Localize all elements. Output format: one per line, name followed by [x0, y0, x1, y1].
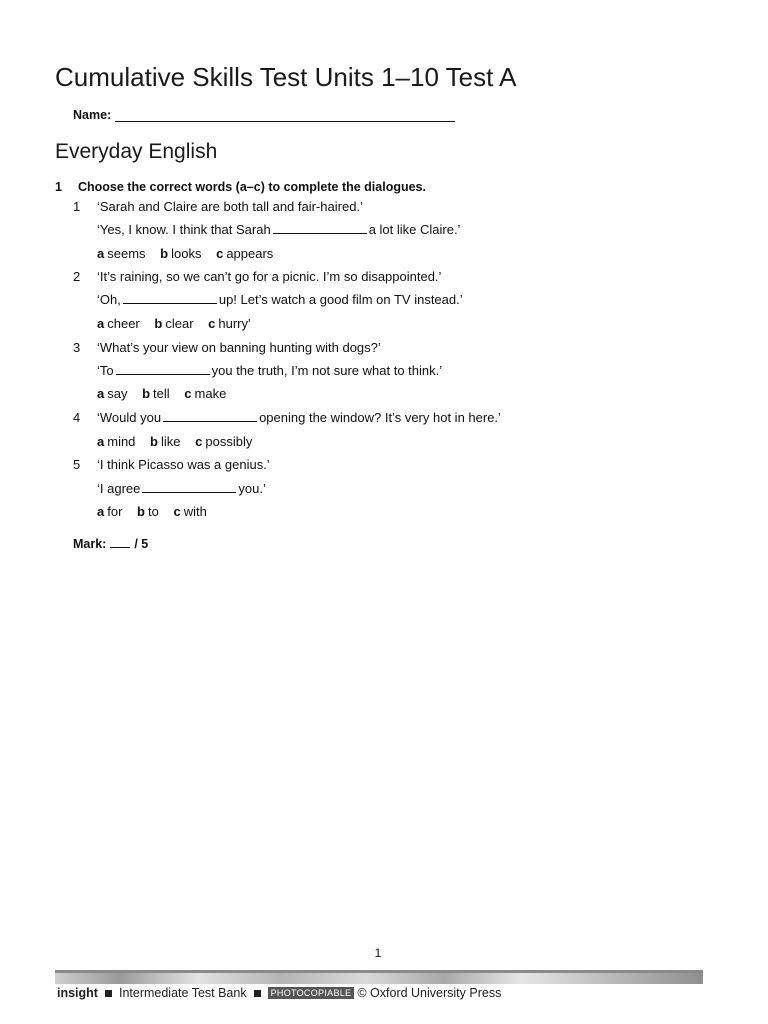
- footer-brand: insight: [57, 986, 98, 1000]
- question-number: 3: [73, 340, 81, 355]
- section-heading: Everyday English: [55, 140, 218, 163]
- footer-copyright: © Oxford University Press: [357, 986, 502, 1000]
- question-4-options: [97, 434, 263, 449]
- question-1-options: [97, 246, 284, 261]
- question-line: ‘Sarah and Claire are both tall and fair-haired.’: [97, 199, 363, 214]
- mark-label: Mark:: [73, 537, 107, 551]
- option-c[interactable]: c appears: [216, 246, 274, 261]
- response-text-after: you the truth, I’m not sure what to think.’: [211, 363, 443, 378]
- name-blank[interactable]: [115, 109, 455, 122]
- mark-row: [73, 536, 148, 551]
- response-text-before: ‘Yes, I know. I think that Sarah: [97, 222, 271, 237]
- option-a[interactable]: a say: [97, 386, 128, 401]
- footer: [57, 986, 501, 1000]
- question-3: [73, 340, 381, 355]
- answer-blank[interactable]: [142, 481, 236, 493]
- response-text-after: up! Let’s watch a good film on TV instead.’: [218, 292, 463, 307]
- answer-blank[interactable]: [273, 222, 367, 234]
- question-1: [73, 199, 363, 214]
- question-number: 1: [73, 199, 81, 214]
- page-number: 1: [374, 946, 382, 960]
- question-text-before: ‘Would you: [97, 410, 162, 425]
- footer-decorative-band: [55, 970, 703, 984]
- name-field-row: [73, 108, 455, 122]
- question-line: ‘It’s raining, so we can’t go for a picnic. I’m so disappointed.’: [97, 269, 442, 284]
- question-2-response: [97, 292, 463, 307]
- question-2: [73, 269, 441, 284]
- question-number: 5: [73, 457, 81, 472]
- instruction-text: Choose the correct words (a–c) to complete the dialogues.: [78, 180, 426, 194]
- question-5: [73, 457, 270, 472]
- question-5-options: [97, 504, 218, 519]
- response-text-before: ‘Oh,: [97, 292, 121, 307]
- question-5-response: [97, 481, 266, 496]
- exercise-number: 1: [55, 180, 62, 194]
- question-line: ‘What’s your view on banning hunting with dogs?’: [97, 340, 381, 355]
- question-4: [73, 410, 501, 425]
- question-line: ‘I think Picasso was a genius.’: [97, 457, 270, 472]
- response-text-after: a lot like Claire.’: [368, 222, 461, 237]
- answer-blank[interactable]: [123, 292, 217, 304]
- exercise-instruction: [55, 180, 426, 194]
- option-c[interactable]: c hurry': [208, 316, 251, 331]
- option-b[interactable]: b like: [150, 434, 181, 449]
- option-c[interactable]: c make: [184, 386, 227, 401]
- answer-blank[interactable]: [163, 410, 257, 422]
- option-b[interactable]: b clear: [154, 316, 194, 331]
- option-a[interactable]: a mind: [97, 434, 136, 449]
- footer-bank: Intermediate Test Bank: [118, 986, 247, 1000]
- question-1-response: [97, 222, 460, 237]
- option-c[interactable]: c with: [173, 504, 207, 519]
- response-text-before: ‘I agree: [97, 481, 141, 496]
- option-b[interactable]: b looks: [160, 246, 202, 261]
- square-bullet-icon: [105, 990, 112, 997]
- question-2-options: [97, 316, 262, 331]
- response-text-after: you.’: [238, 481, 266, 496]
- option-a[interactable]: a for: [97, 504, 123, 519]
- response-text-before: ‘To: [97, 363, 114, 378]
- question-text-after: opening the window? It’s very hot in here.’: [259, 410, 501, 425]
- photocopiable-badge: PHOTOCOPIABLE: [268, 987, 355, 999]
- option-c[interactable]: c possibly: [195, 434, 253, 449]
- square-bullet-icon: [254, 990, 261, 997]
- option-a[interactable]: a cheer: [97, 316, 140, 331]
- question-3-options: [97, 386, 237, 401]
- page-title: Cumulative Skills Test Units 1–10 Test A: [55, 62, 517, 92]
- question-number: 4: [73, 410, 81, 425]
- option-b[interactable]: b to: [137, 504, 159, 519]
- name-label: Name:: [73, 108, 112, 122]
- mark-blank[interactable]: [110, 536, 130, 548]
- answer-blank[interactable]: [116, 363, 210, 375]
- mark-total: / 5: [134, 537, 149, 551]
- option-b[interactable]: b tell: [142, 386, 170, 401]
- question-number: 2: [73, 269, 81, 284]
- option-a[interactable]: a seems: [97, 246, 146, 261]
- question-3-response: [97, 363, 442, 378]
